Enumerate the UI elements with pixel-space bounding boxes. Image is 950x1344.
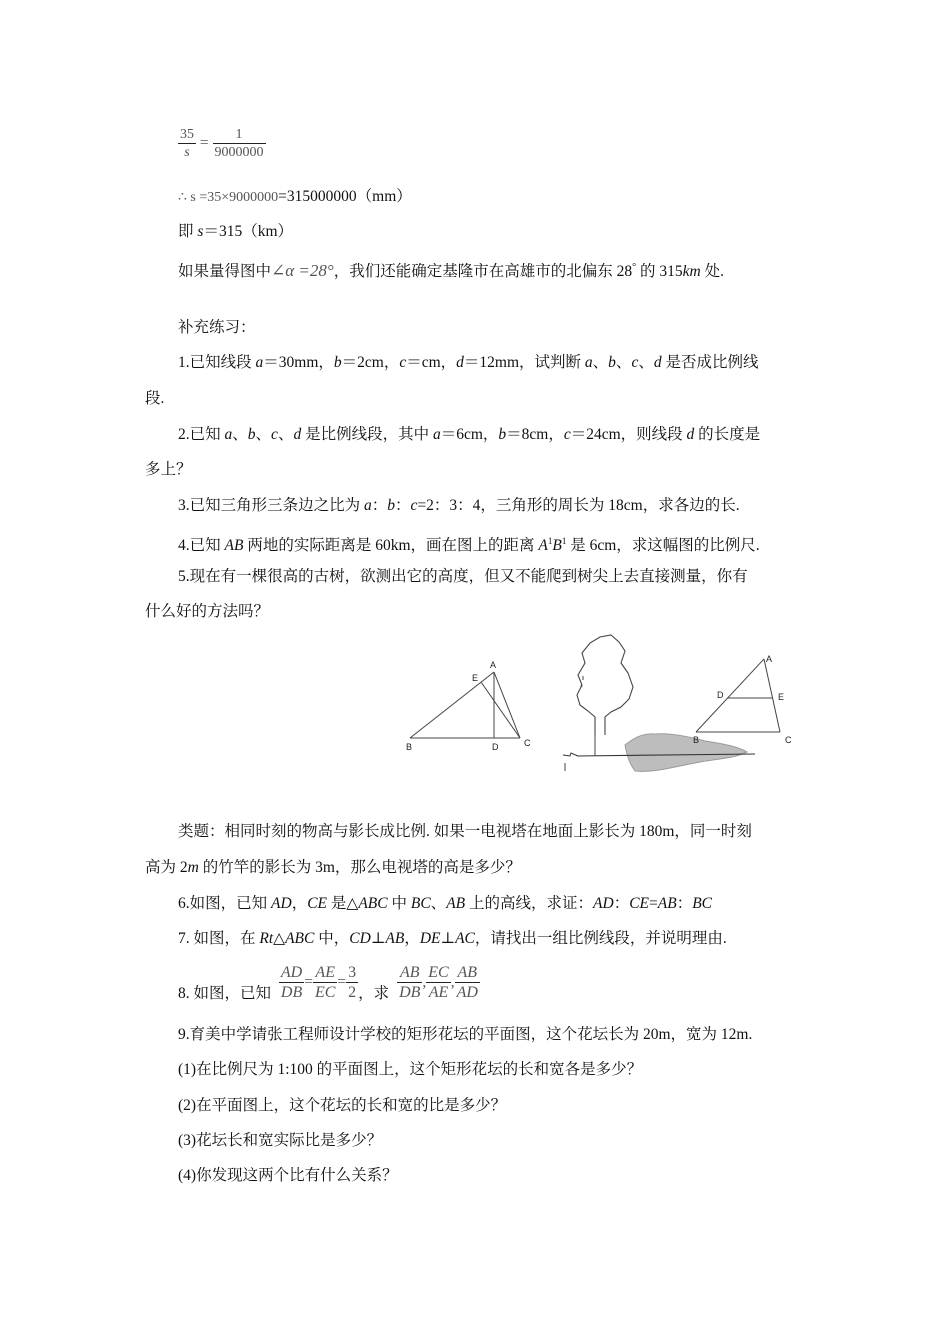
label-E: E bbox=[472, 673, 479, 683]
calc-line-result: 即 s＝315（km） bbox=[178, 223, 293, 240]
question-5: 5.现在有一棵很高的古树，欲测出它的高度，但又不能爬到树尖上去直接测量，你有 bbox=[178, 568, 748, 585]
question-9-part-3: (3)花坛长和宽实际比是多少？ bbox=[178, 1132, 383, 1149]
question-4: 4.已知 AB 两地的实际距离是 60km，画在图上的距离 $A^1B^1$ 是 6cm，求这幅图的比例尺. bbox=[178, 536, 760, 555]
question-1: 1.已知线段 a＝30mm，b＝2cm，c＝cm，d＝12mm，试判断 a、b、c、d 是否成比例线 bbox=[178, 354, 759, 371]
fraction-EC-AE: $\frac{EC}{AE}$ bbox=[428, 963, 449, 1001]
tree-outline bbox=[577, 635, 633, 735]
calc-line-product: ∴ s =35×9000000=315000000（mm） bbox=[178, 188, 412, 205]
question-1-cont: 段. bbox=[145, 390, 165, 407]
fraction-1-over-9000000: $\frac{1}{9000000}$ bbox=[214, 127, 264, 160]
question-9: 9.育美中学请张工程师设计学校的矩形花坛的平面图，这个花坛长为 20m，宽为 12m. bbox=[178, 1026, 753, 1043]
question-7: 7. 如图，在 Rt△ABC 中，CD⊥AB，DE⊥AC，请找出一组比例线段，并说明理由. bbox=[178, 930, 727, 947]
altitude-CE bbox=[481, 682, 520, 738]
question-6: 6.如图，已知 AD，CE 是△ABC 中 BC、AB 上的高线，求证：AD：CE=AB：BC bbox=[178, 895, 713, 912]
conclusion-line: 如果量得图中∠α =28°，我们还能确定基隆市在高雄市的北偏东 28° 的 315km 处. bbox=[178, 261, 724, 281]
label-C: C bbox=[524, 738, 531, 748]
question-8: 8. 如图，已知 $\frac{AD}{DB}$ = $\frac{AE}{EC}$ = $\frac{3}{2}$ ，求 $\frac{AB}{DB}$ , $\frac{EC}{AE}$ , $\frac{AB}{AD}$ bbox=[178, 963, 478, 1002]
question-9-part-2: (2)在平面图上，这个花坛的长和宽的比是多少？ bbox=[178, 1097, 507, 1114]
similar-problem: 类题：相同时刻的物高与影长成比例. 如果一电视塔在地面上影长为 180m，同一时刻 bbox=[178, 823, 752, 840]
exercise-heading: 补充练习： bbox=[178, 319, 256, 336]
fraction-35-over-s: $\frac{35}{s}$ bbox=[180, 127, 194, 160]
triangle-parallel-figure bbox=[690, 650, 800, 750]
fraction-3-2: $\frac{3}{2}$ bbox=[348, 963, 357, 1001]
label-C-2: C bbox=[785, 735, 792, 745]
proportion-equation: $\frac{35}{s}$ = $\frac{1}{9000000}$ bbox=[180, 127, 264, 160]
label-B-2: B bbox=[693, 735, 700, 745]
question-3: 3.已知三角形三条边之比为 a：b：c=2：3：4，三角形的周长为 18cm，求各边的长. bbox=[178, 497, 740, 514]
question-9-part-1: (1)在比例尺为 1:100 的平面图上，这个矩形花坛的长和宽各是多少？ bbox=[178, 1061, 643, 1078]
question-5-cont: 什么好的方法吗？ bbox=[145, 603, 270, 620]
question-9-part-4: (4)你发现这两个比有什么关系？ bbox=[178, 1167, 398, 1184]
question-2-cont: 多上？ bbox=[145, 461, 192, 478]
fraction-AD-DB: $\frac{AD}{DB}$ bbox=[280, 963, 303, 1001]
label-D: D bbox=[492, 742, 499, 752]
fraction-AE-EC: $\frac{AE}{EC}$ bbox=[314, 963, 336, 1001]
triangle-altitude-figure bbox=[400, 655, 540, 755]
segment-AC bbox=[494, 672, 520, 738]
label-A-2: A bbox=[766, 654, 773, 664]
question-2: 2.已知 a、b、c、d 是比例线段，其中 a＝6cm，b＝8cm，c＝24cm，则线段 d 的长度是 bbox=[178, 426, 761, 443]
fraction-AB-AD: $\frac{AB}{AD}$ bbox=[456, 963, 478, 1001]
label-A: A bbox=[490, 660, 497, 670]
label-B: B bbox=[406, 742, 413, 752]
label-E-2: E bbox=[778, 692, 785, 702]
fraction-AB-DB: $\frac{AB}{DB}$ bbox=[399, 963, 421, 1001]
segment-BA-2 bbox=[696, 659, 764, 732]
ground-left-mark bbox=[563, 753, 578, 756]
similar-problem-cont: 高为 2m 的竹竿的影长为 3m，那么电视塔的高是多少？ bbox=[145, 859, 521, 876]
label-D-2: D bbox=[717, 690, 724, 700]
